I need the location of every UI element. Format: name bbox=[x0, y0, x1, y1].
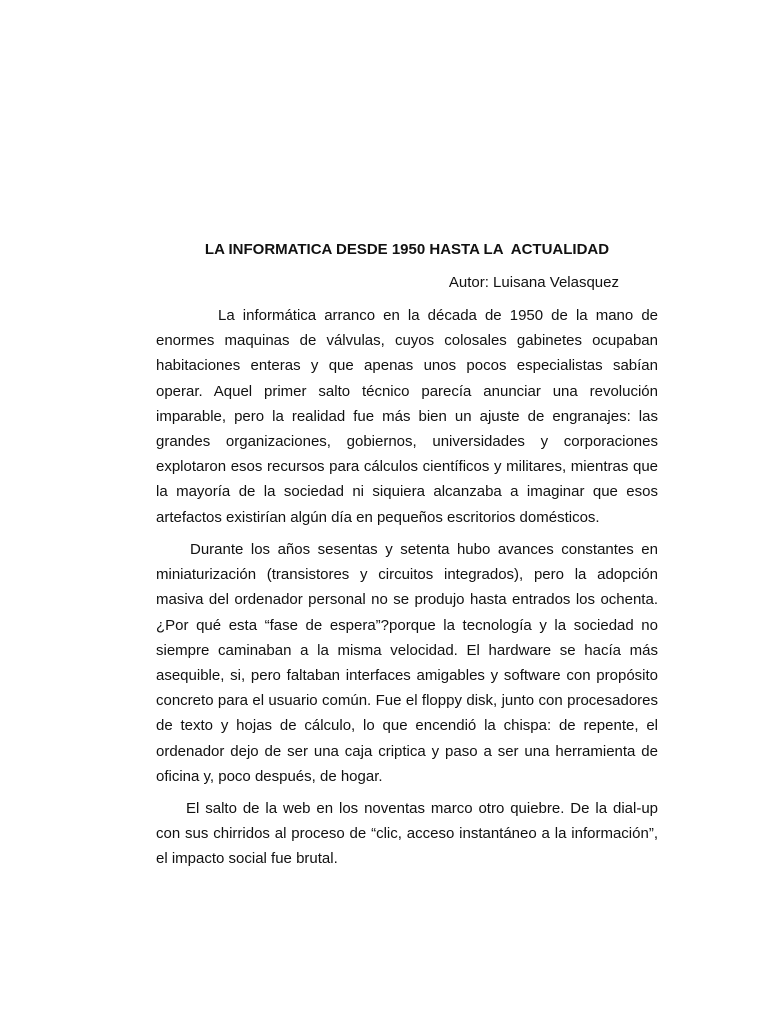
paragraph-3: El salto de la web en los noventas marco otro quiebre. De la dial-up con sus chirridos al proceso de “clic, acceso instantáneo a la información”, el impacto social fue brutal. bbox=[156, 800, 658, 868]
paragraph-1: La informática arranco en la década de 1950 de la mano de enormes maquinas de válvulas, cuyos colosales gabinetes ocupaban habitaciones enteras y que apenas unos pocos especialistas sabían operar. Aquel primer salto técnico parecía anunciar una revolución imparable, pero la realidad fue más bien un ajuste de engranajes: las grandes organizaciones, gobiernos, universidades y corporaciones explotaron esos recursos para cálculos científicos y militares, mientras que la mayoría de la sociedad ni siquiera alcanzaba a imaginar que esos artefactos existirían algún día en pequeños escritorios domésticos. bbox=[156, 307, 658, 526]
document-title: LA INFORMATICA DESDE 1950 HASTA LA ACTUALIDAD bbox=[204, 241, 610, 258]
paragraph-2: Durante los años sesentas y setenta hubo avances constantes en miniaturización (transistores y circuitos integrados), pero la adopción masiva del ordenador personal no se produjo hasta entrados los ochenta. ¿Por qué esta “fase de espera”?porque la tecnología y la sociedad no siempre caminaban a la misma velocidad. El hardware se hacía más asequible, si, pero faltaban interfaces amigables y software con propósito concreto para el usuario común. Fue el floppy disk, junto con procesadores de texto y hojas de cálculo, lo que encendió la chispa: de repente, el ordenador dejo de ser una caja criptica y paso a ser una herramienta de oficina y, poco después, de hogar. bbox=[156, 541, 658, 785]
document-author: Autor: Luisana Velasquez bbox=[448, 274, 619, 291]
